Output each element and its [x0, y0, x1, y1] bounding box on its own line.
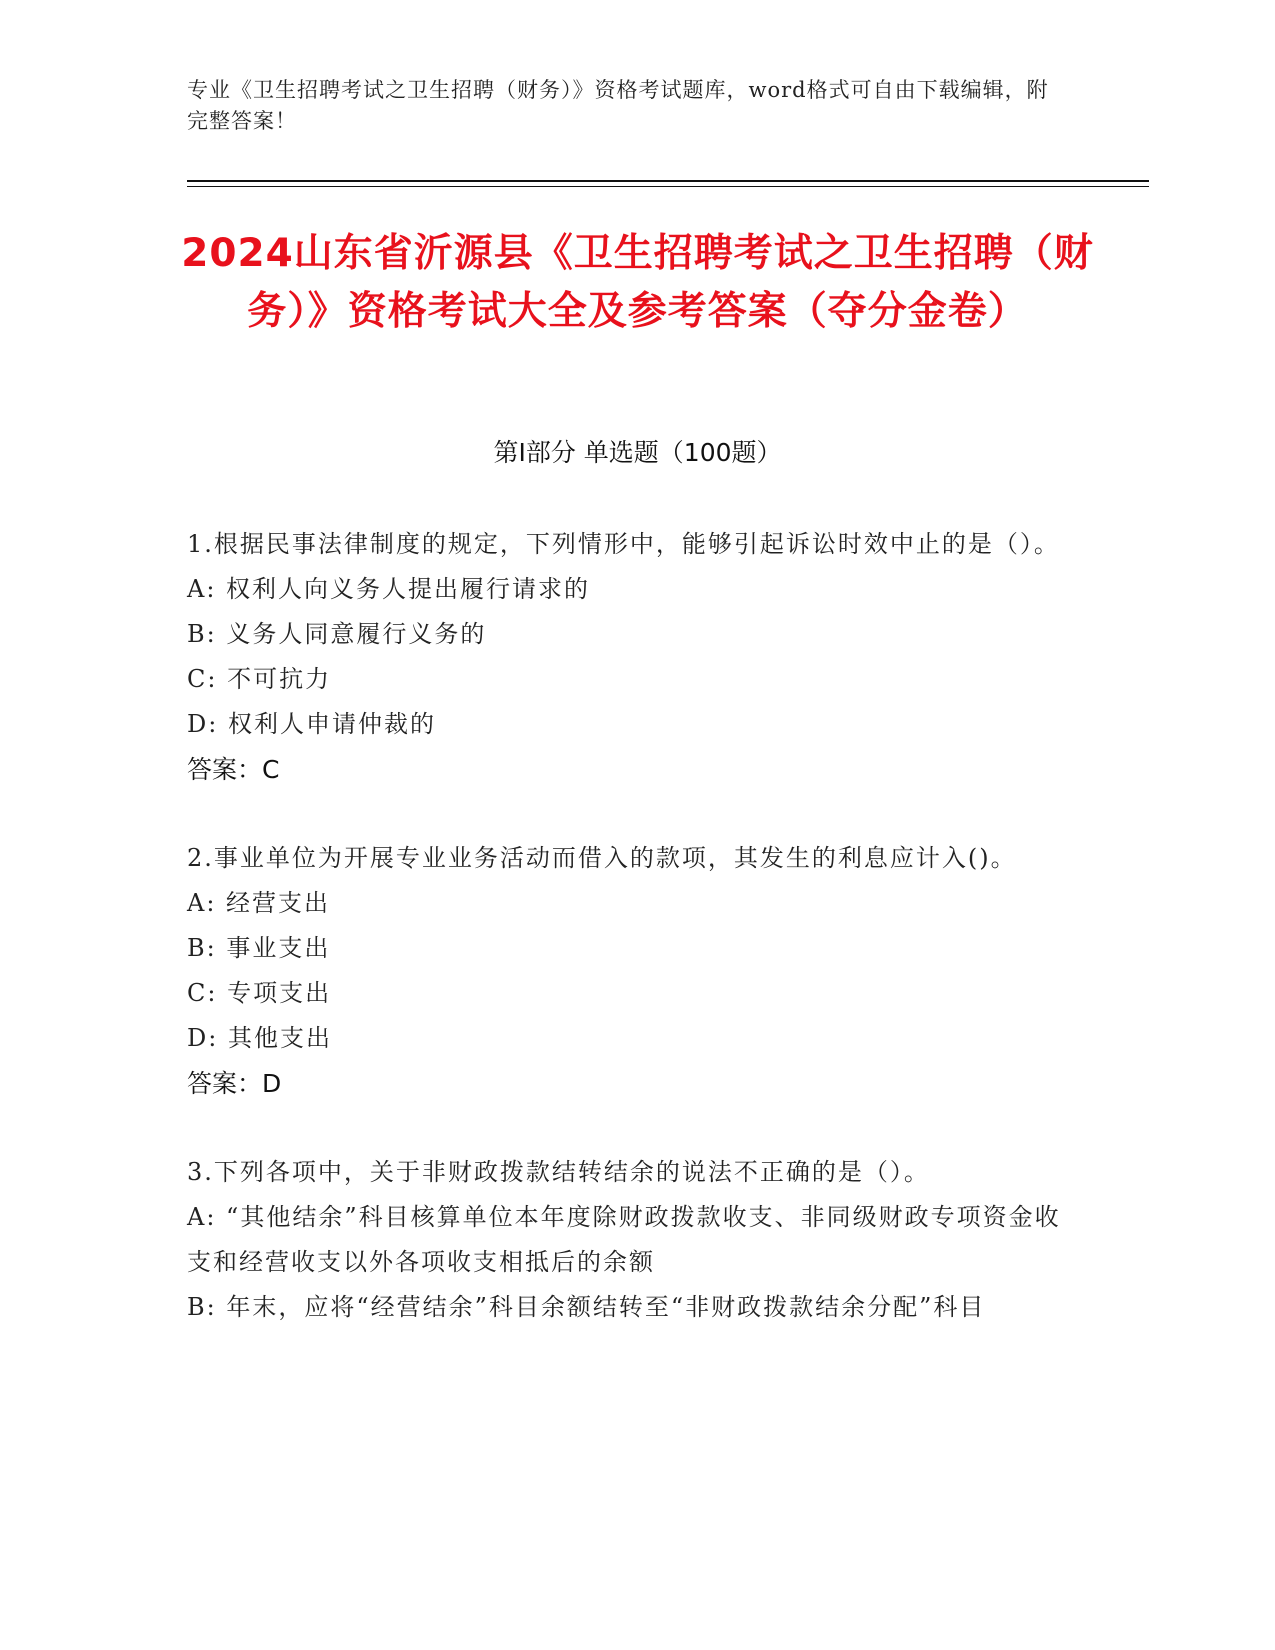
document-title: 2024山东省沂源县《卫生招聘考试之卫生招聘（财务）》资格考试大全及参考答案（夺分金卷）: [181, 231, 1094, 334]
section-heading: 第I部分 单选题（100题）: [493, 438, 782, 467]
question-2: [187, 836, 1077, 1106]
header-note: 专业《卫生招聘考试之卫生招聘（财务）》资格考试题库，word格式可自由下载编辑，附完整答案！: [187, 78, 1049, 133]
option-c: C: 专项支出: [187, 979, 332, 1007]
option-d: D: 权利人申请仲裁的: [187, 710, 436, 738]
question-3: [187, 1150, 1077, 1330]
option-d: D: 其他支出: [187, 1024, 332, 1052]
question-list: [187, 522, 1077, 1374]
option-c: C: 不可抗力: [187, 665, 332, 693]
option-a: A: 权利人向义务人提出履行请求的: [187, 575, 591, 603]
answer-line: 答案：D: [187, 1069, 282, 1098]
header-divider-thick: [187, 180, 1149, 182]
question-stem: 2.事业单位为开展专业业务活动而借入的款项，其发生的利息应计入()。: [187, 844, 1017, 872]
option-b: B: 年末，应将“经营结余”科目余额结转至“非财政拨款结余分配”科目: [187, 1293, 986, 1321]
option-a: A: “其他结余”科目核算单位本年度除财政拨款收支、非同级财政专项资金收支和经营收支以外各项收支相抵后的余额: [187, 1203, 1061, 1276]
option-b: B: 事业支出: [187, 934, 331, 962]
option-b: B: 义务人同意履行义务的: [187, 620, 487, 648]
question-stem: 3.下列各项中，关于非财政拨款结转结余的说法不正确的是（）。: [187, 1158, 930, 1186]
question-stem: 1.根据民事法律制度的规定，下列情形中，能够引起诉讼时效中止的是（）。: [187, 530, 1060, 558]
question-1: [187, 522, 1077, 792]
header-divider-thin: [187, 186, 1149, 187]
answer-line: 答案：C: [187, 755, 280, 784]
option-a: A: 经营支出: [187, 889, 331, 917]
